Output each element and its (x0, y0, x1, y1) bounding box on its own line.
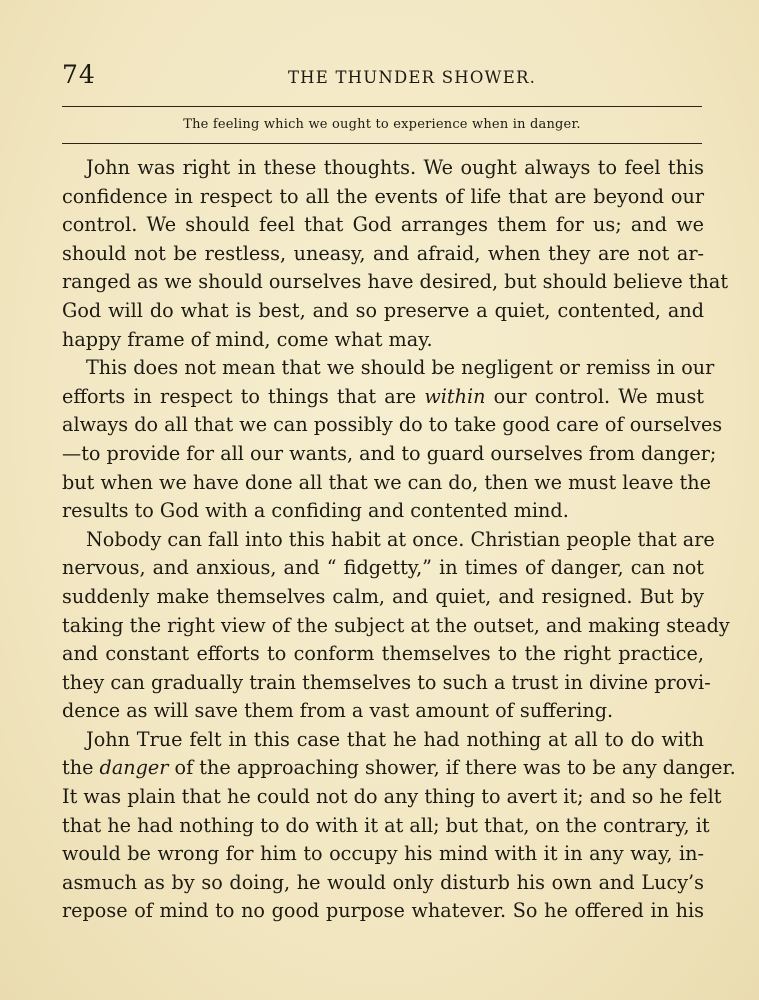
text-line: asmuch as by so doing, he would only disturb his own and Lucy’s (62, 870, 704, 894)
page-number: 74 (62, 60, 96, 89)
running-head (62, 60, 702, 94)
paragraph-3 (62, 526, 730, 726)
text-line: happy frame of mind, come what may. (62, 327, 433, 351)
paragraph-1 (62, 154, 729, 354)
emphasis-danger: danger (99, 756, 169, 780)
text-line: should not be restless, uneasy, and afraid, when they are not ar- (62, 241, 704, 265)
section-subhead: The feeling which we ought to experience when in danger. (183, 117, 581, 132)
text-line: they can gradually train themselves to such a trust in divine provi- (62, 670, 711, 694)
text-line: that he had nothing to do with it at all; but that, on the contrary, it (62, 813, 710, 837)
top-rule (62, 106, 702, 107)
bottom-rule (62, 143, 702, 144)
text-line: taking the right view of the subject at the outset, and making steady (62, 613, 730, 637)
text-run: efforts in respect to things that are (62, 384, 417, 408)
body-text (62, 154, 736, 926)
text-line: but when we have done all that we can do, then we must leave the (62, 470, 711, 494)
paragraph-4 (62, 726, 736, 926)
text-line: dence as will save them from a vast amount of suffering. (62, 699, 614, 723)
text-line: and constant efforts to conform themselves to the right practice, (62, 642, 704, 666)
text-run: our control. We must (493, 384, 705, 408)
text-line: suddenly make themselves calm, and quiet, and resigned. But by (62, 584, 704, 608)
text-line: Nobody can fall into this habit at once. Christian people that are (86, 527, 715, 551)
paragraph-2 (62, 354, 723, 526)
text-line: ranged as we should ourselves have desired, but should believe that (62, 270, 729, 294)
text-line (62, 754, 736, 783)
text-line: This does not mean that we should be negligent or remiss in our (86, 356, 715, 380)
text-run: of the approaching shower, if there was to be any danger. (174, 756, 736, 780)
text-line (62, 383, 704, 412)
emphasis-within: within (424, 384, 486, 408)
text-line: repose of mind to no good purpose whatever. So he offered in his (62, 899, 704, 923)
text-line: —to provide for all our wants, and to guard ourselves from danger; (62, 441, 717, 465)
text-line: always do all that we can possibly do to take good care of ourselves (62, 413, 723, 437)
text-line: It was plain that he could not do any thing to avert it; and so he felt (62, 785, 722, 809)
text-line: John True felt in this case that he had nothing at all to do with (86, 727, 704, 751)
text-line: control. We should feel that God arranges them for us; and we (62, 213, 704, 237)
text-line: would be wrong for him to occupy his mind with it in any way, in- (62, 842, 704, 866)
text-line: results to God with a confiding and contented mind. (62, 499, 569, 523)
text-run: the (62, 756, 94, 780)
text-line: John was right in these thoughts. We ought always to feel this (86, 156, 704, 179)
running-title: THE THUNDER SHOWER. (287, 68, 537, 87)
text-line: confidence in respect to all the events of life that are beyond our (62, 184, 704, 208)
text-line: nervous, and anxious, and “ fidgetty,” in times of danger, can not (62, 556, 704, 580)
text-line: God will do what is best, and so preserve a quiet, contented, and (62, 298, 704, 322)
